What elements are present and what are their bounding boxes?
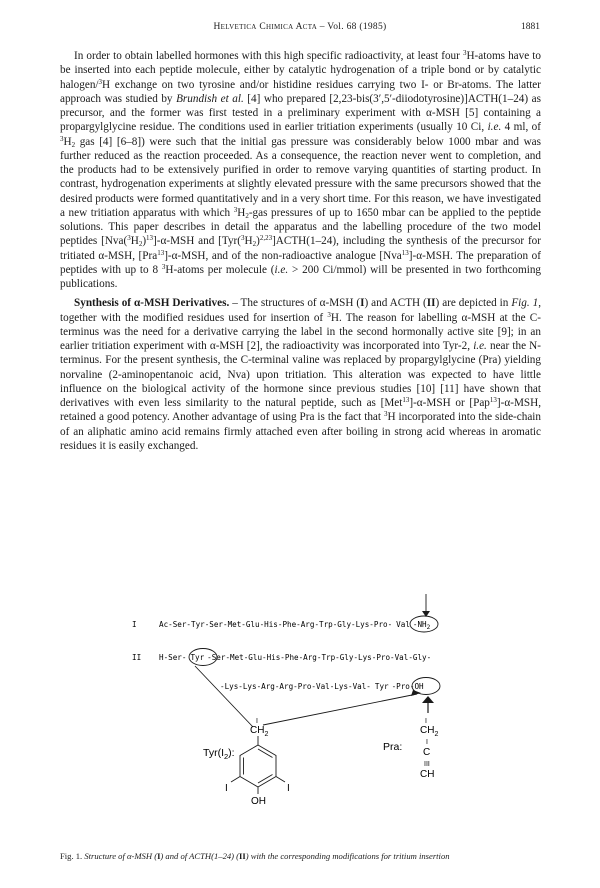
iodo-right: I <box>287 783 290 794</box>
figure-1 <box>60 590 541 840</box>
running-header <box>60 22 540 36</box>
paragraph-synthesis: Synthesis of α-MSH Derivatives. – The structures of α-MSH (I) and ACTH (II) are depicted in Fig. 1, together with the modified residues used for insertion of $^3$H. The reason for labelling α-MSH at the C-terminus was the need for a derivative carrying the label in the second hormonally active site [9]; in an earlier tritiation experiment with α-MSH [2], the radioactivity was incorporated into Tyr-2, i.e. near the N-terminus. For the present synthesis, the C-terminal valine was replaced by propargylglycine (Pra) yielding norvaline (2-aminopentanoic acid, Nva) upon tritiation. This alteration was expected to have little influence on the biological activity of the hormone since previous studies [10] [11] have shown that derivatives with even less similarity to the natural peptide, such as [Met$^{13}$]-α-MSH or [Pap$^{13}$]-α-MSH, retained a good potency. Another advantage of using Pra is the fact that $^3$H incorporated into the side-chain of an aliphatic amino acid remains firmly attached even after boiling in strong acid whereas in aromatic residues it is easily exchanged. <box>60 297 541 452</box>
body-text <box>60 49 541 453</box>
journal-title: Helvetica Chimica Acta – Vol. 68 (1985) <box>213 22 387 32</box>
pra-label: Pra: <box>383 741 403 753</box>
bond-mark: I <box>256 718 258 725</box>
iodo-left: I <box>225 783 228 794</box>
figure-caption: Fig. 1. Structure of α-MSH (I) and of ACTH(1–24) (II) with the corresponding modifications for tritium insertion <box>60 851 450 861</box>
ch2-pra: $CH_2$ <box>420 725 439 738</box>
carbon-c: C <box>423 747 431 758</box>
label-compound-II: II <box>132 653 142 662</box>
ch-terminal: CH <box>420 769 435 780</box>
bond-mark-pra: I <box>425 718 427 725</box>
structure-diagram <box>60 590 541 840</box>
sequence-acth-line1: H-Ser- Tyr -Ser-Met-Glu-His-Phe-Arg-Trp-Gly-Lys-Pro-Val-Gly- <box>159 653 432 662</box>
arrowhead-pra <box>422 696 434 703</box>
sequence-acth-line2: -Lys-Lys-Arg-Arg-Pro-Val-Lys-Val- Tyr -Pro-OH <box>220 682 424 691</box>
arrow-tyr23 <box>263 694 417 725</box>
triple-bond: III <box>424 761 430 768</box>
section-heading: Synthesis of α-MSH Derivatives. <box>74 297 230 310</box>
paragraph-intro: In order to obtain labelled hormones with this high specific radioactivity, at least four $^3$H-atoms have to be inserted into each peptide molecule, either by catalytic hydrogenation of a triple bond or by catalytic halogen/$^3$H exchange on two tyrosine and/or histidine residues carrying two I- or Br-atoms. The latter approach was studied by Brundish et al. [4] who prepared [2,23-bis(3′,5′-diiodotyrosine)]ACTH(1–24) as precursor, and the former was first tested in a preliminary experiment with α-MSH [5] containing a propargylglycine residue. The conditions used in earlier tritiation experiments (usually 10 Ci, i.e. 4 ml, of $^3H_2$ gas [4] [6–8]) were such that the initial gas pressure was considerably below 1000 mbar and was further reduced as the reaction proceeded. As a consequence, the reaction never went to completion, and the products had to be extensively purified in order to remove varying quantities of starting product. In contrast, hydrogenation experiments at slightly elevated pressure with the same precursors showed that the desired products were formed quantitatively and in a very short time. For this reason, we have investigated a new tritiation apparatus with which $^3H_2$-gas pressures of up to 1650 mbar can be applied to the peptide solutions. This paper describes in detail the apparatus and the labelling procedure of the two model peptides $[Nva(^3H_2)^{13}]-\alpha$-MSH and $[Tyr(^3H_2)^{2,23}]ACTH(1-24)$, including the synthesis of the precursor for tritiated α-MSH, [Pra$^{13}$]-α-MSH, and of the non-radioactive analogue [Nva$^{13}$]-α-MSH. The preparation of peptides with up to 8 $^3$H-atoms per molecule (i.e. > 200 Ci/mmol) will be presented in two forthcoming publications. <box>60 49 542 290</box>
benzene-ring <box>240 745 276 787</box>
sequence-alpha-msh: Ac-Ser-Tyr-Ser-Met-Glu-His-Phe-Arg-Trp-Gly-Lys-Pro- Val $-NH_2$ <box>159 620 431 631</box>
bond-pra-single: I <box>426 739 428 746</box>
ch2-tyr: $CH_2$ <box>250 725 269 738</box>
hydroxyl-oh: OH <box>251 796 266 807</box>
arrow-tyr2 <box>195 666 253 727</box>
tyr-i2-label: $Tyr(I_2)$: <box>203 747 235 761</box>
label-compound-I: I <box>132 620 137 629</box>
page-number: 1881 <box>521 22 540 32</box>
